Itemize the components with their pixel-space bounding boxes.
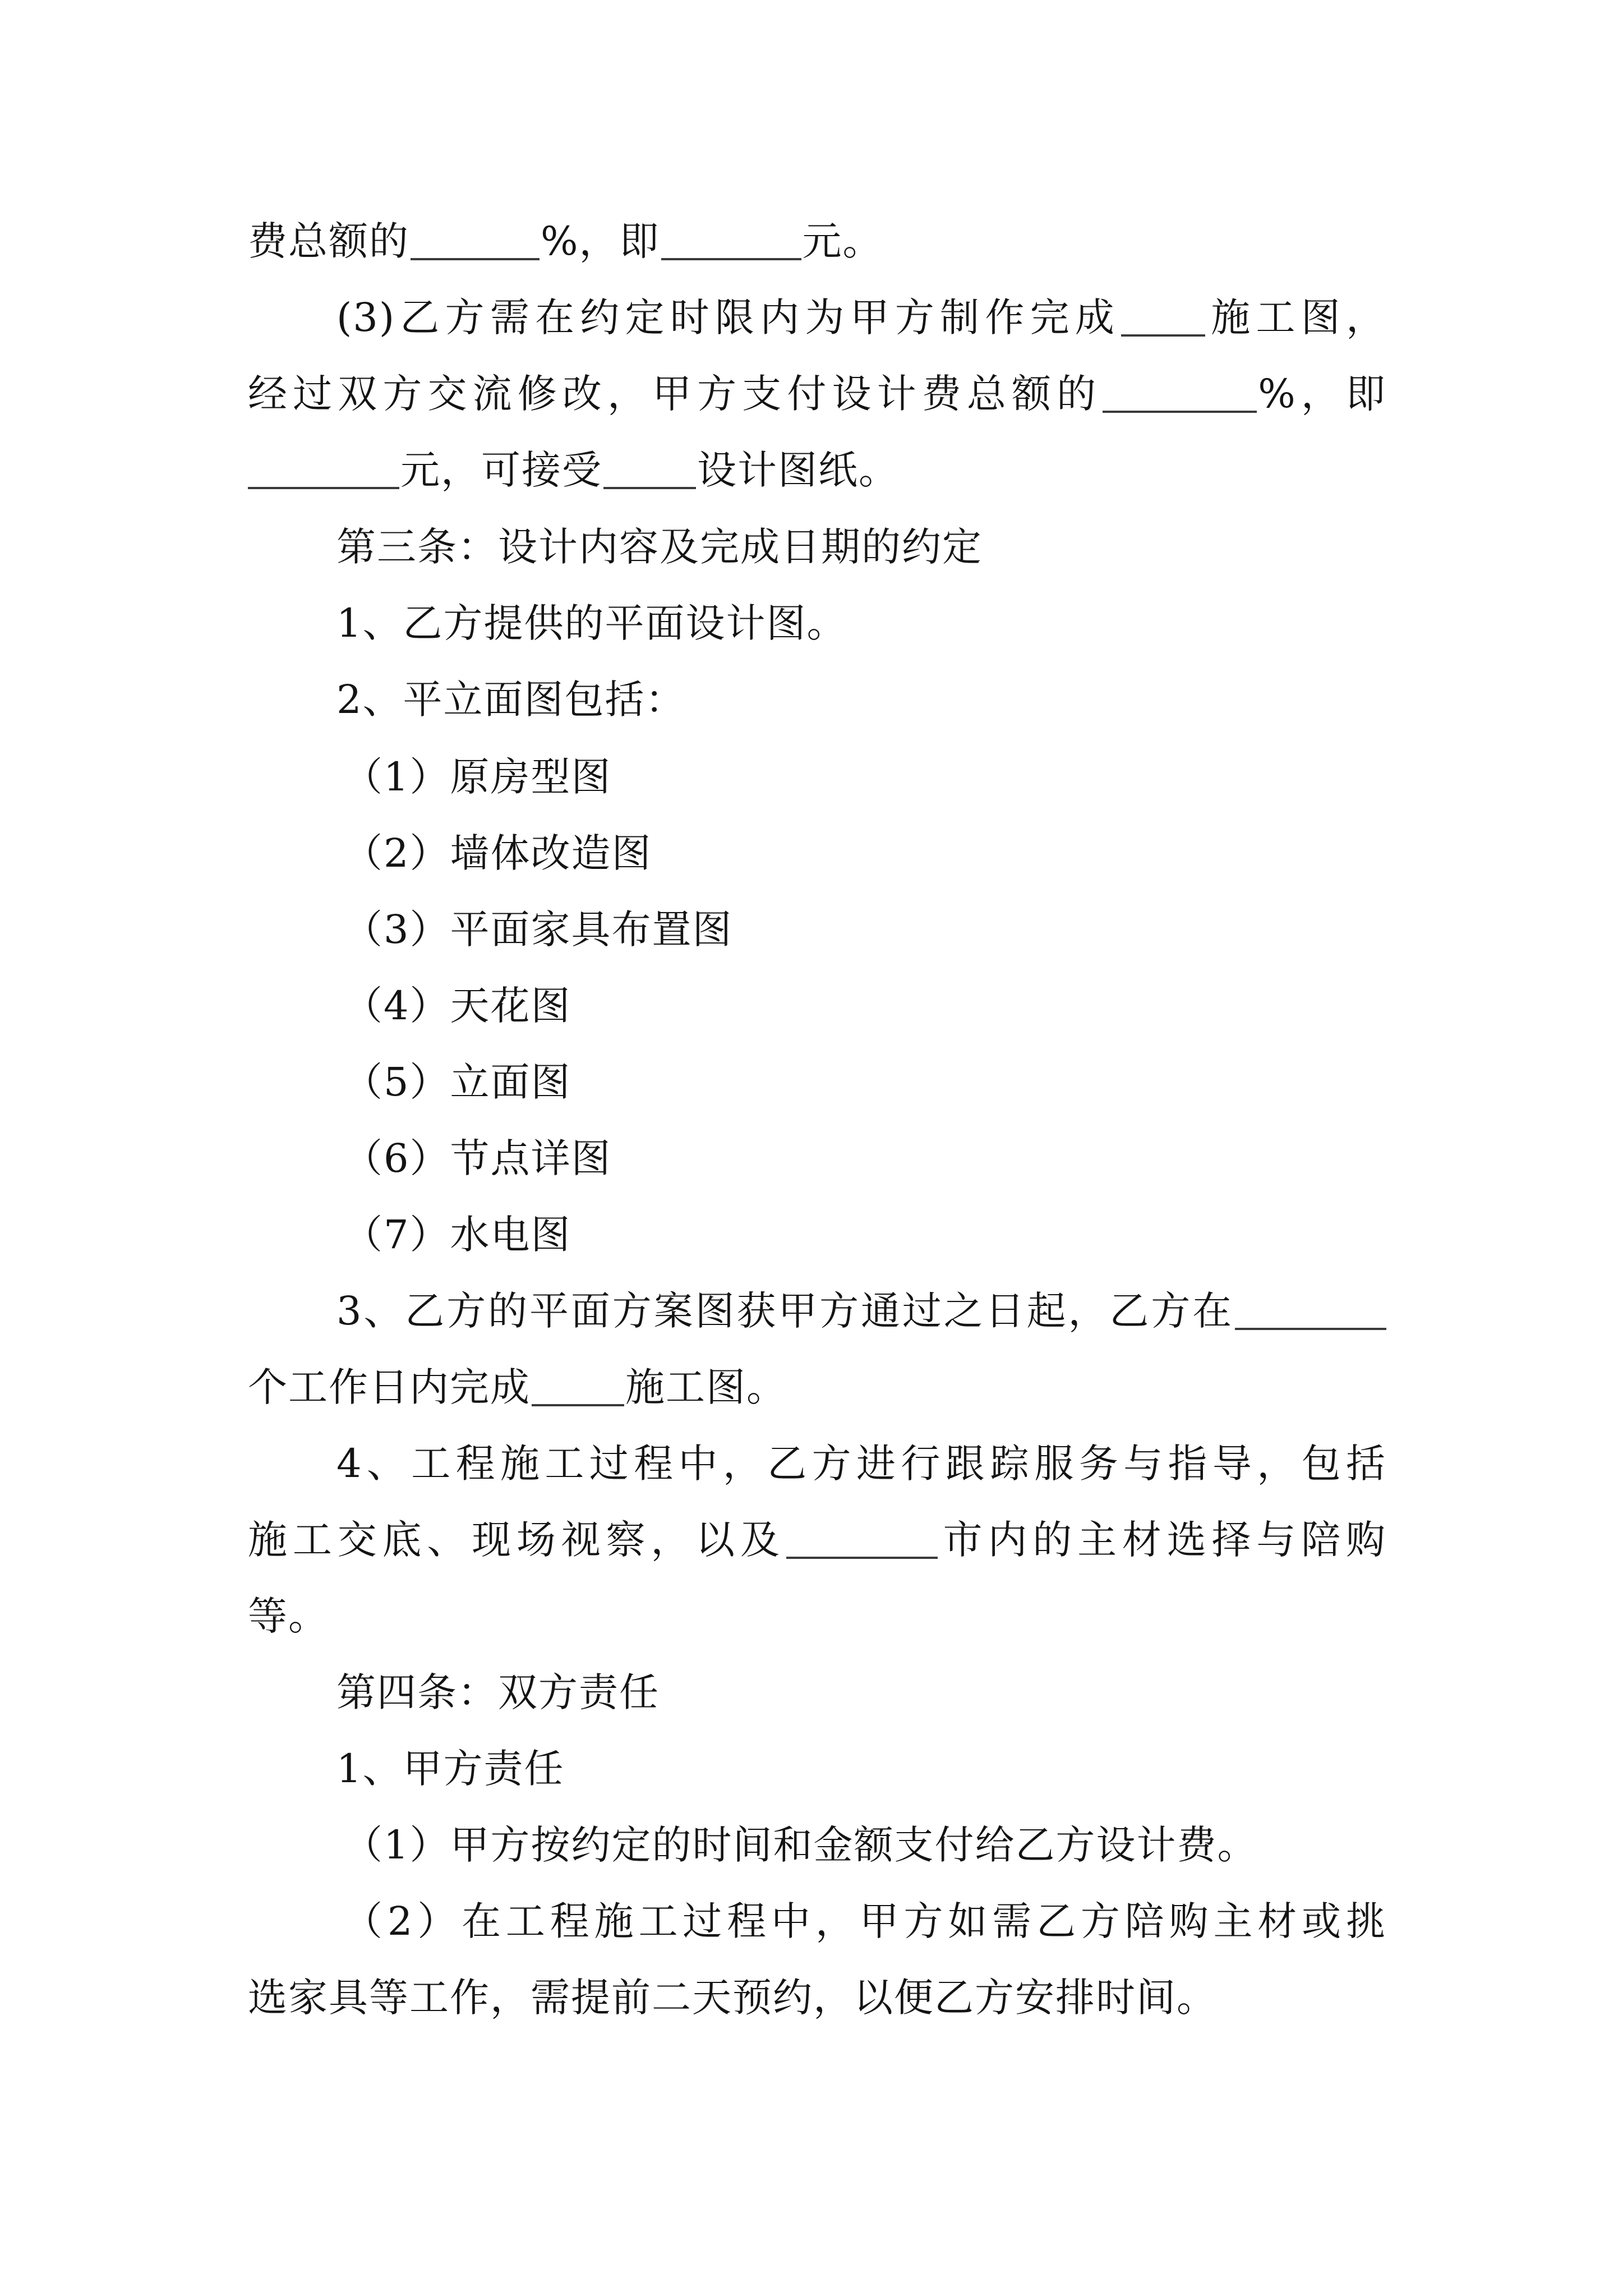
fill-blank: [603, 487, 696, 489]
text-segment: 施工交底、现场视察，以及: [248, 1517, 785, 1563]
sub-list-item: （2）墙体改造图: [343, 830, 652, 876]
fill-blank: [1103, 411, 1257, 413]
sub-list-item: （2）在工程施工过程中，甲方如需乙方陪购主材或挑: [343, 1898, 1386, 1944]
sub-list-item: （1）原房型图: [343, 754, 612, 800]
text-segment: %，即: [541, 218, 660, 264]
text-segment: 元，可接受: [400, 447, 602, 493]
clause-line: [248, 436, 1386, 504]
article-heading: 第四条：双方责任: [336, 1669, 660, 1715]
text-segment: (3)乙方需在约定时限内为甲方制作完成: [336, 295, 1121, 341]
fill-blank: [786, 1557, 938, 1559]
text-segment: 市内的主材选择与陪购: [938, 1517, 1387, 1563]
fill-blank: [248, 487, 399, 489]
text-segment: %，即: [1258, 371, 1387, 417]
text-segment: 3、乙方的平面方案图获甲方通过之日起，乙方在: [336, 1288, 1234, 1334]
text-segment: 元。: [802, 218, 883, 264]
fill-blank: [661, 258, 801, 260]
fill-blank: [1235, 1328, 1386, 1330]
list-item: 2、平立面图包括：: [336, 677, 686, 723]
text-segment: 个工作日内完成: [248, 1364, 531, 1410]
fill-blank: [532, 1404, 624, 1406]
clause-line: 选家具等工作，需提前二天预约，以便乙方安排时间。: [248, 1975, 1217, 2021]
fill-blank: [1121, 334, 1205, 337]
fill-blank: [411, 258, 540, 260]
text-segment: 施工图，: [1206, 295, 1387, 341]
sub-list-item: （5）立面图: [343, 1059, 571, 1105]
sub-list-item: （3）平面家具布置图: [343, 907, 733, 953]
sub-list-item: （1）甲方按约定的时间和金额支付给乙方设计费。: [343, 1822, 1258, 1868]
article-heading: 第三条：设计内容及完成日期的约定: [336, 524, 983, 570]
clause-line: [336, 1277, 1386, 1345]
clause-line: [248, 360, 1386, 427]
clause-line: [248, 208, 1386, 275]
text-segment: 施工图。: [625, 1364, 787, 1410]
text-segment: 费总额的: [248, 218, 409, 264]
sub-list-item: （4）天花图: [343, 983, 571, 1029]
clause-line: 4、工程施工过程中，乙方进行跟踪服务与指导，包括: [336, 1441, 1386, 1487]
clause-line: [248, 1506, 1386, 1573]
clause-line: [336, 284, 1386, 351]
text-segment: 设计图纸。: [697, 447, 899, 493]
clause-line: [248, 1354, 1386, 1421]
sub-list-item: （6）节点详图: [343, 1135, 612, 1181]
clause-line: 等。: [248, 1593, 329, 1639]
list-item: 1、甲方责任: [336, 1746, 565, 1792]
list-item: 1、乙方提供的平面设计图。: [336, 600, 847, 646]
text-segment: 经过双方交流修改，甲方支付设计费总额的: [248, 371, 1102, 417]
sub-list-item: （7）水电图: [343, 1212, 571, 1258]
